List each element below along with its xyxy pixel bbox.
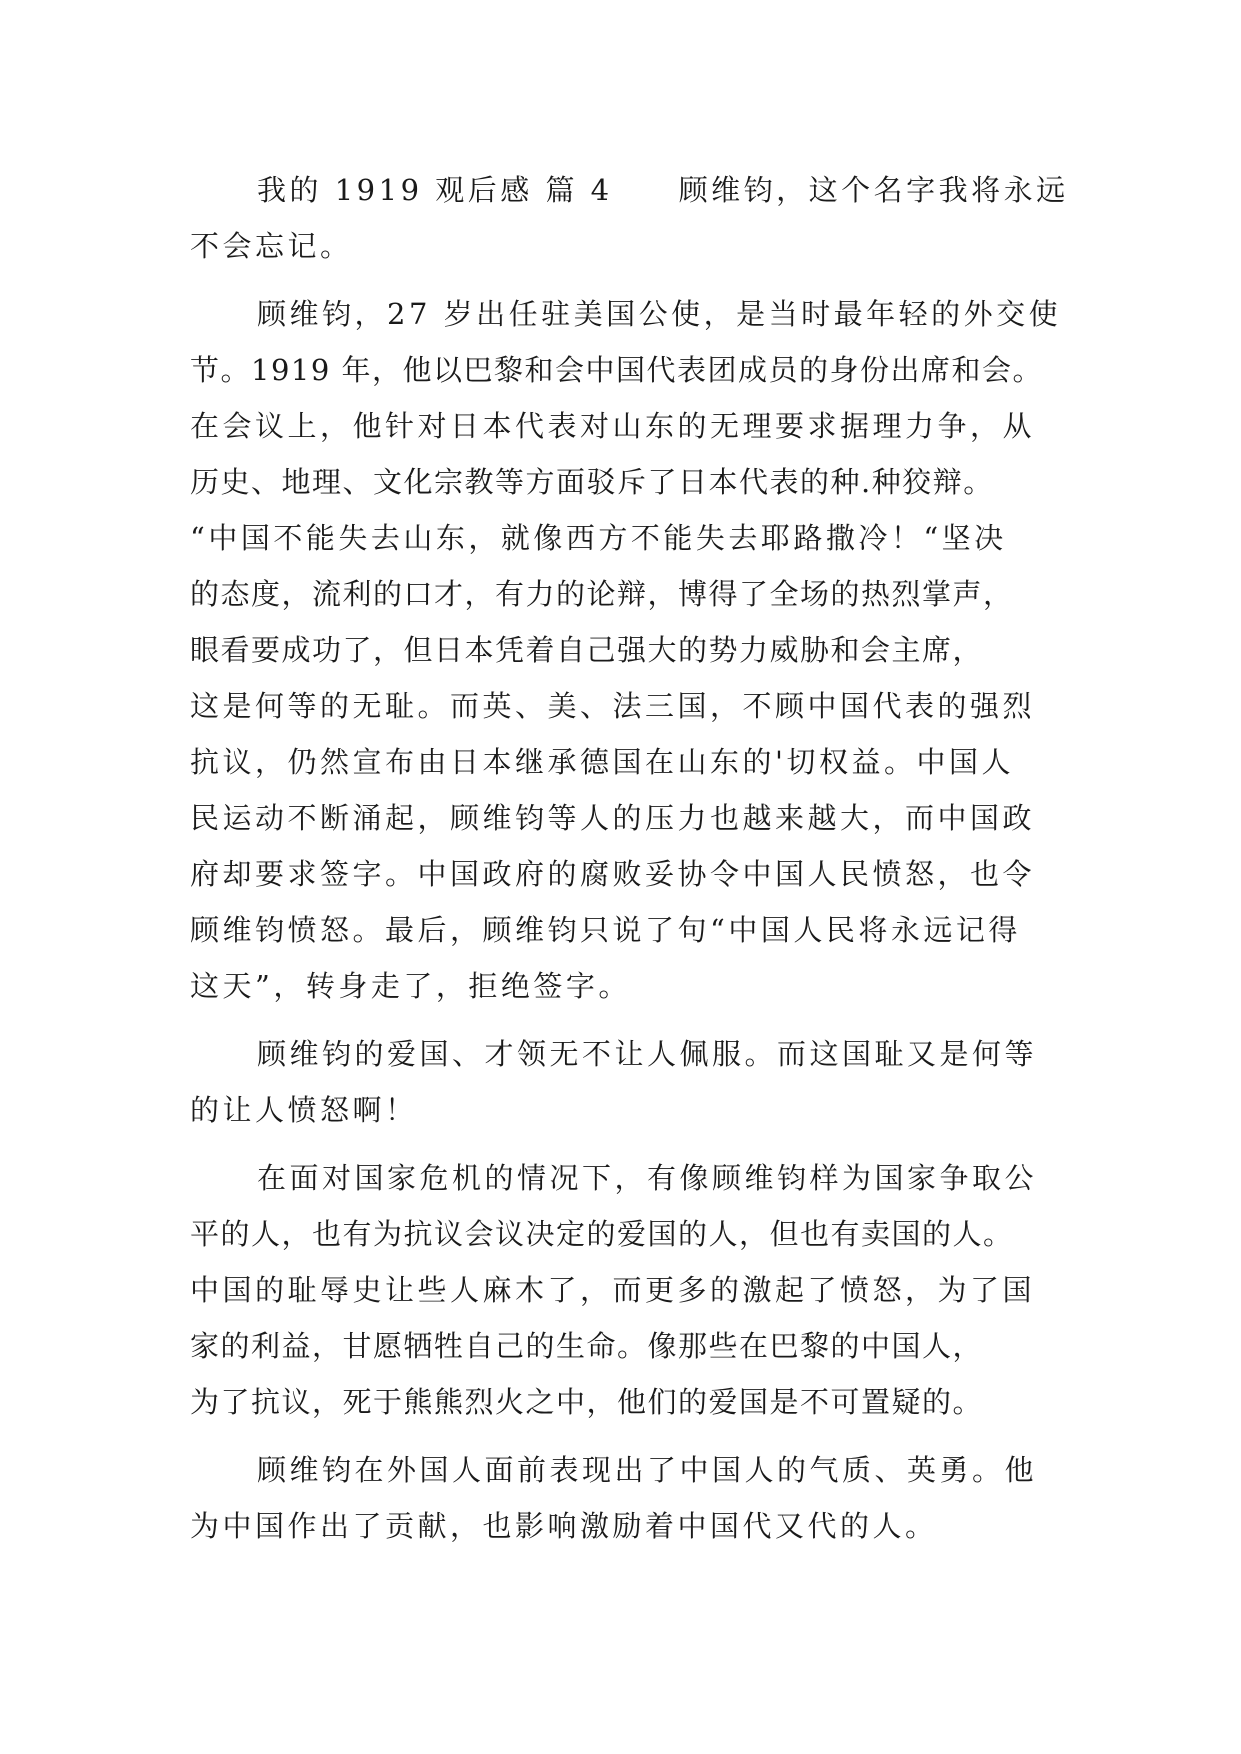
paragraph-line: 节。1919 年，他以巴黎和会中国代表团成员的身份出席和会。 [190,353,1044,387]
paragraph-line: 为中国作出了贡献，也影响激励着中国代又代的人。 [190,1509,938,1543]
paragraph-line: 抗议，仍然宣布由日本继承德国在山东的'切权益。中国人 [190,745,1014,779]
paragraph-line: “中国不能失去山东，就像西方不能失去耶路撒冷！“坚决 [190,521,1007,555]
paragraph-line: 顾维钧，27 岁出任驻美国公使，是当时最年轻的外交使 [257,297,1062,331]
paragraph-line: 顾维钧的爱国、才领无不让人佩服。而这国耻又是何等 [257,1037,1038,1071]
paragraph-line: 在面对国家危机的情况下，有像顾维钧样为国家争取公 [257,1161,1038,1195]
paragraph-line: 眼看要成功了，但日本凭着自己强大的势力威胁和会主席， [190,633,984,667]
paragraph-line: 为了抗议，死于熊熊烈火之中，他们的爱国是不可置疑的。 [190,1385,984,1419]
document-body [190,162,1070,1554]
paragraph-line: 的态度，流利的口才，有力的论辩，博得了全场的热烈掌声， [190,577,1014,611]
paragraph-line: 在会议上，他针对日本代表对山东的无理要求据理力争，从 [190,409,1036,443]
opening-text: 顾维钧，这个名字我将永远 [678,173,1069,207]
paragraph-line: 历史、地理、文化宗教等方面驳斥了日本代表的种.种狡辩。 [190,465,994,499]
paragraph-line: 的让人愤怒啊！ [190,1093,418,1127]
paragraph-line: 家的利益，甘愿牺牲自己的生命。像那些在巴黎的中国人， [190,1329,984,1363]
title-line [190,162,1070,218]
paragraph-line: 不会忘记。 [190,229,353,263]
paragraph-line: 府却要求签字。中国政府的腐败妥协令中国人民愤怒，也令 [190,857,1036,891]
paragraph-line: 民运动不断涌起，顾维钧等人的压力也越来越大，而中国政 [190,801,1036,835]
paragraph-line: 中国的耻辱史让些人麻木了，而更多的激起了愤怒，为了国 [190,1273,1036,1307]
paragraph-line: 这天”，转身走了，拒绝签字。 [190,969,631,1003]
paragraph-line: 平的人，也有为抗议会议决定的爱国的人，但也有卖国的人。 [190,1217,1014,1251]
paragraph-line: 这是何等的无耻。而英、美、法三国，不顾中国代表的强烈 [190,689,1036,723]
paragraph-line: 顾维钧在外国人面前表现出了中国人的气质、英勇。他 [257,1453,1038,1487]
paragraph-line: 顾维钧愤怒。最后，顾维钧只说了句“中国人民将永远记得 [190,913,1021,947]
essay-title: 我的 1919 观后感 篇 4 [257,173,613,207]
